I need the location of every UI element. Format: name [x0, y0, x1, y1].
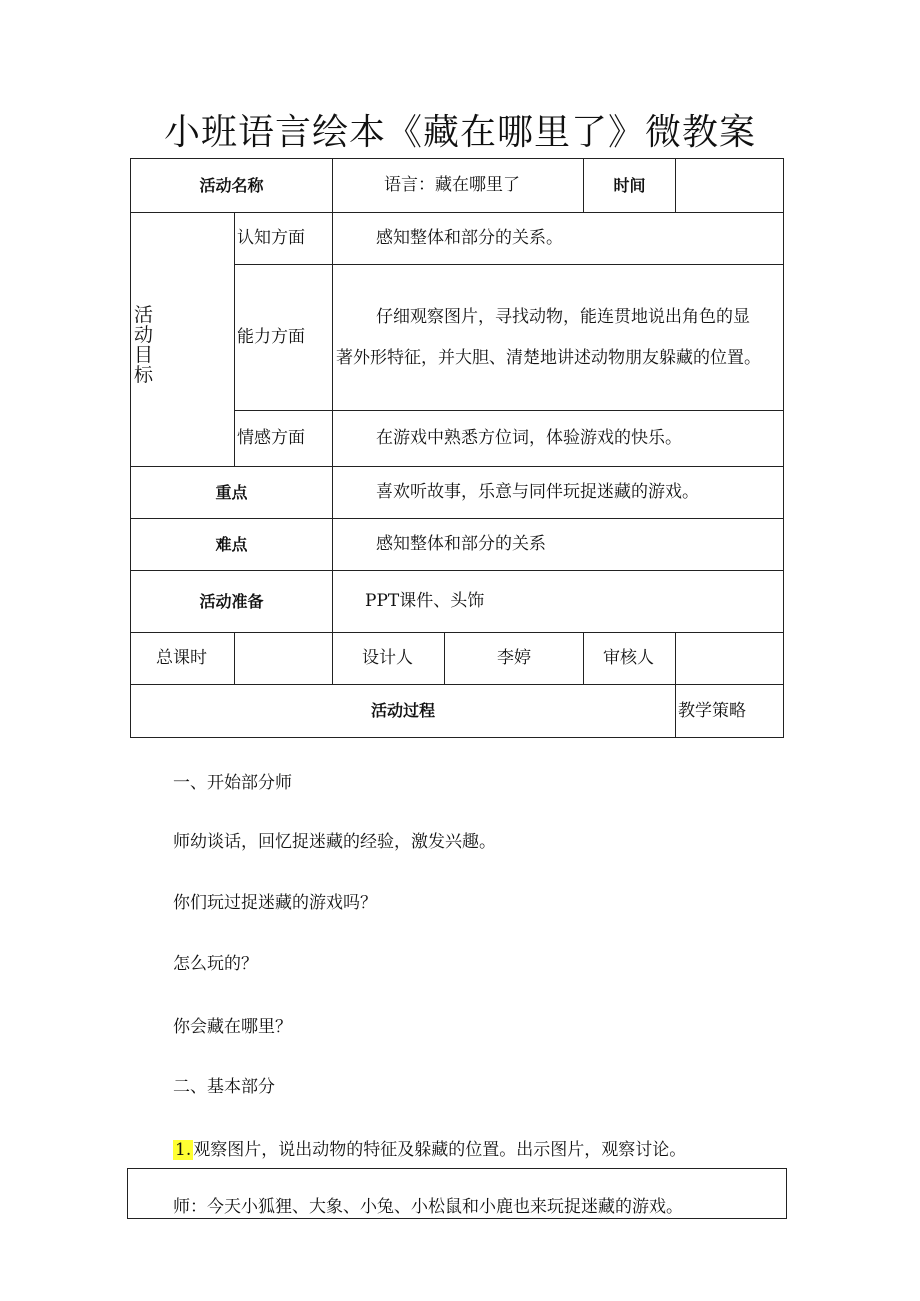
goal-content-emotional: 在游戏中熟悉方位词，体验游戏的快乐。: [376, 428, 682, 449]
reviewer-value: [676, 633, 783, 684]
activity-goals-label: 活 动 目 标: [134, 304, 154, 386]
designer-label: 设计人: [362, 648, 413, 669]
paragraph-observe: 1. 观察图片，说出动物的特征及躲藏的位置。出示图片，观察讨论。: [175, 1140, 687, 1160]
goal-content-cognitive: 感知整体和部分的关系。: [376, 228, 563, 249]
highlighted-number: 1.: [175, 1140, 192, 1160]
designer-value: 李婷: [497, 648, 531, 669]
preparation-value: PPT课件、头饰: [365, 591, 485, 612]
activity-name-value: 语言：藏在哪里了: [384, 175, 520, 196]
preparation-label: 活动准备: [199, 591, 264, 611]
difficulty-value: 感知整体和部分的关系: [376, 534, 546, 555]
total-hours-value: [235, 633, 332, 684]
time-label: 时间: [613, 175, 646, 195]
key-point-value: 喜欢听故事，乐意与同伴玩捉迷藏的游戏。: [376, 482, 699, 503]
key-point-label: 重点: [215, 482, 248, 502]
goal-content-ability: 仔细观察图片，寻找动物，能连贯地说出角色的显 著外形特征，并大胆、清楚地讲述动物朋友躲藏的位置。: [336, 307, 761, 368]
reviewer-label: 审核人: [603, 648, 654, 669]
goal-aspect-ability: 能力方面: [237, 327, 305, 348]
question-played: 你们玩过捉迷藏的游戏吗？: [173, 893, 377, 913]
section-basic-heading: 二、基本部分: [173, 1077, 275, 1097]
activity-name-label: 活动名称: [199, 175, 264, 195]
teacher-line: 师：今天小狐狸、大象、小兔、小松鼠和小鹿也来玩捉迷藏的游戏。: [173, 1197, 683, 1217]
question-how: 怎么玩的？: [173, 954, 258, 974]
paragraph-talk: 师幼谈话，回忆捉迷藏的经验，激发兴趣。: [173, 832, 496, 852]
difficulty-label: 难点: [215, 534, 248, 554]
section-start-heading: 一、开始部分师: [173, 773, 292, 793]
process-label: 活动过程: [370, 701, 435, 721]
time-value: [676, 159, 783, 212]
total-hours-label: 总课时: [156, 648, 207, 669]
page-title: 小班语言绘本《藏在哪里了》微教案: [163, 112, 756, 153]
goal-aspect-emotional: 情感方面: [237, 428, 305, 449]
goal-aspect-cognitive: 认知方面: [237, 228, 305, 249]
question-where: 你会藏在哪里？: [173, 1017, 292, 1037]
strategy-label: 教学策略: [678, 700, 746, 721]
